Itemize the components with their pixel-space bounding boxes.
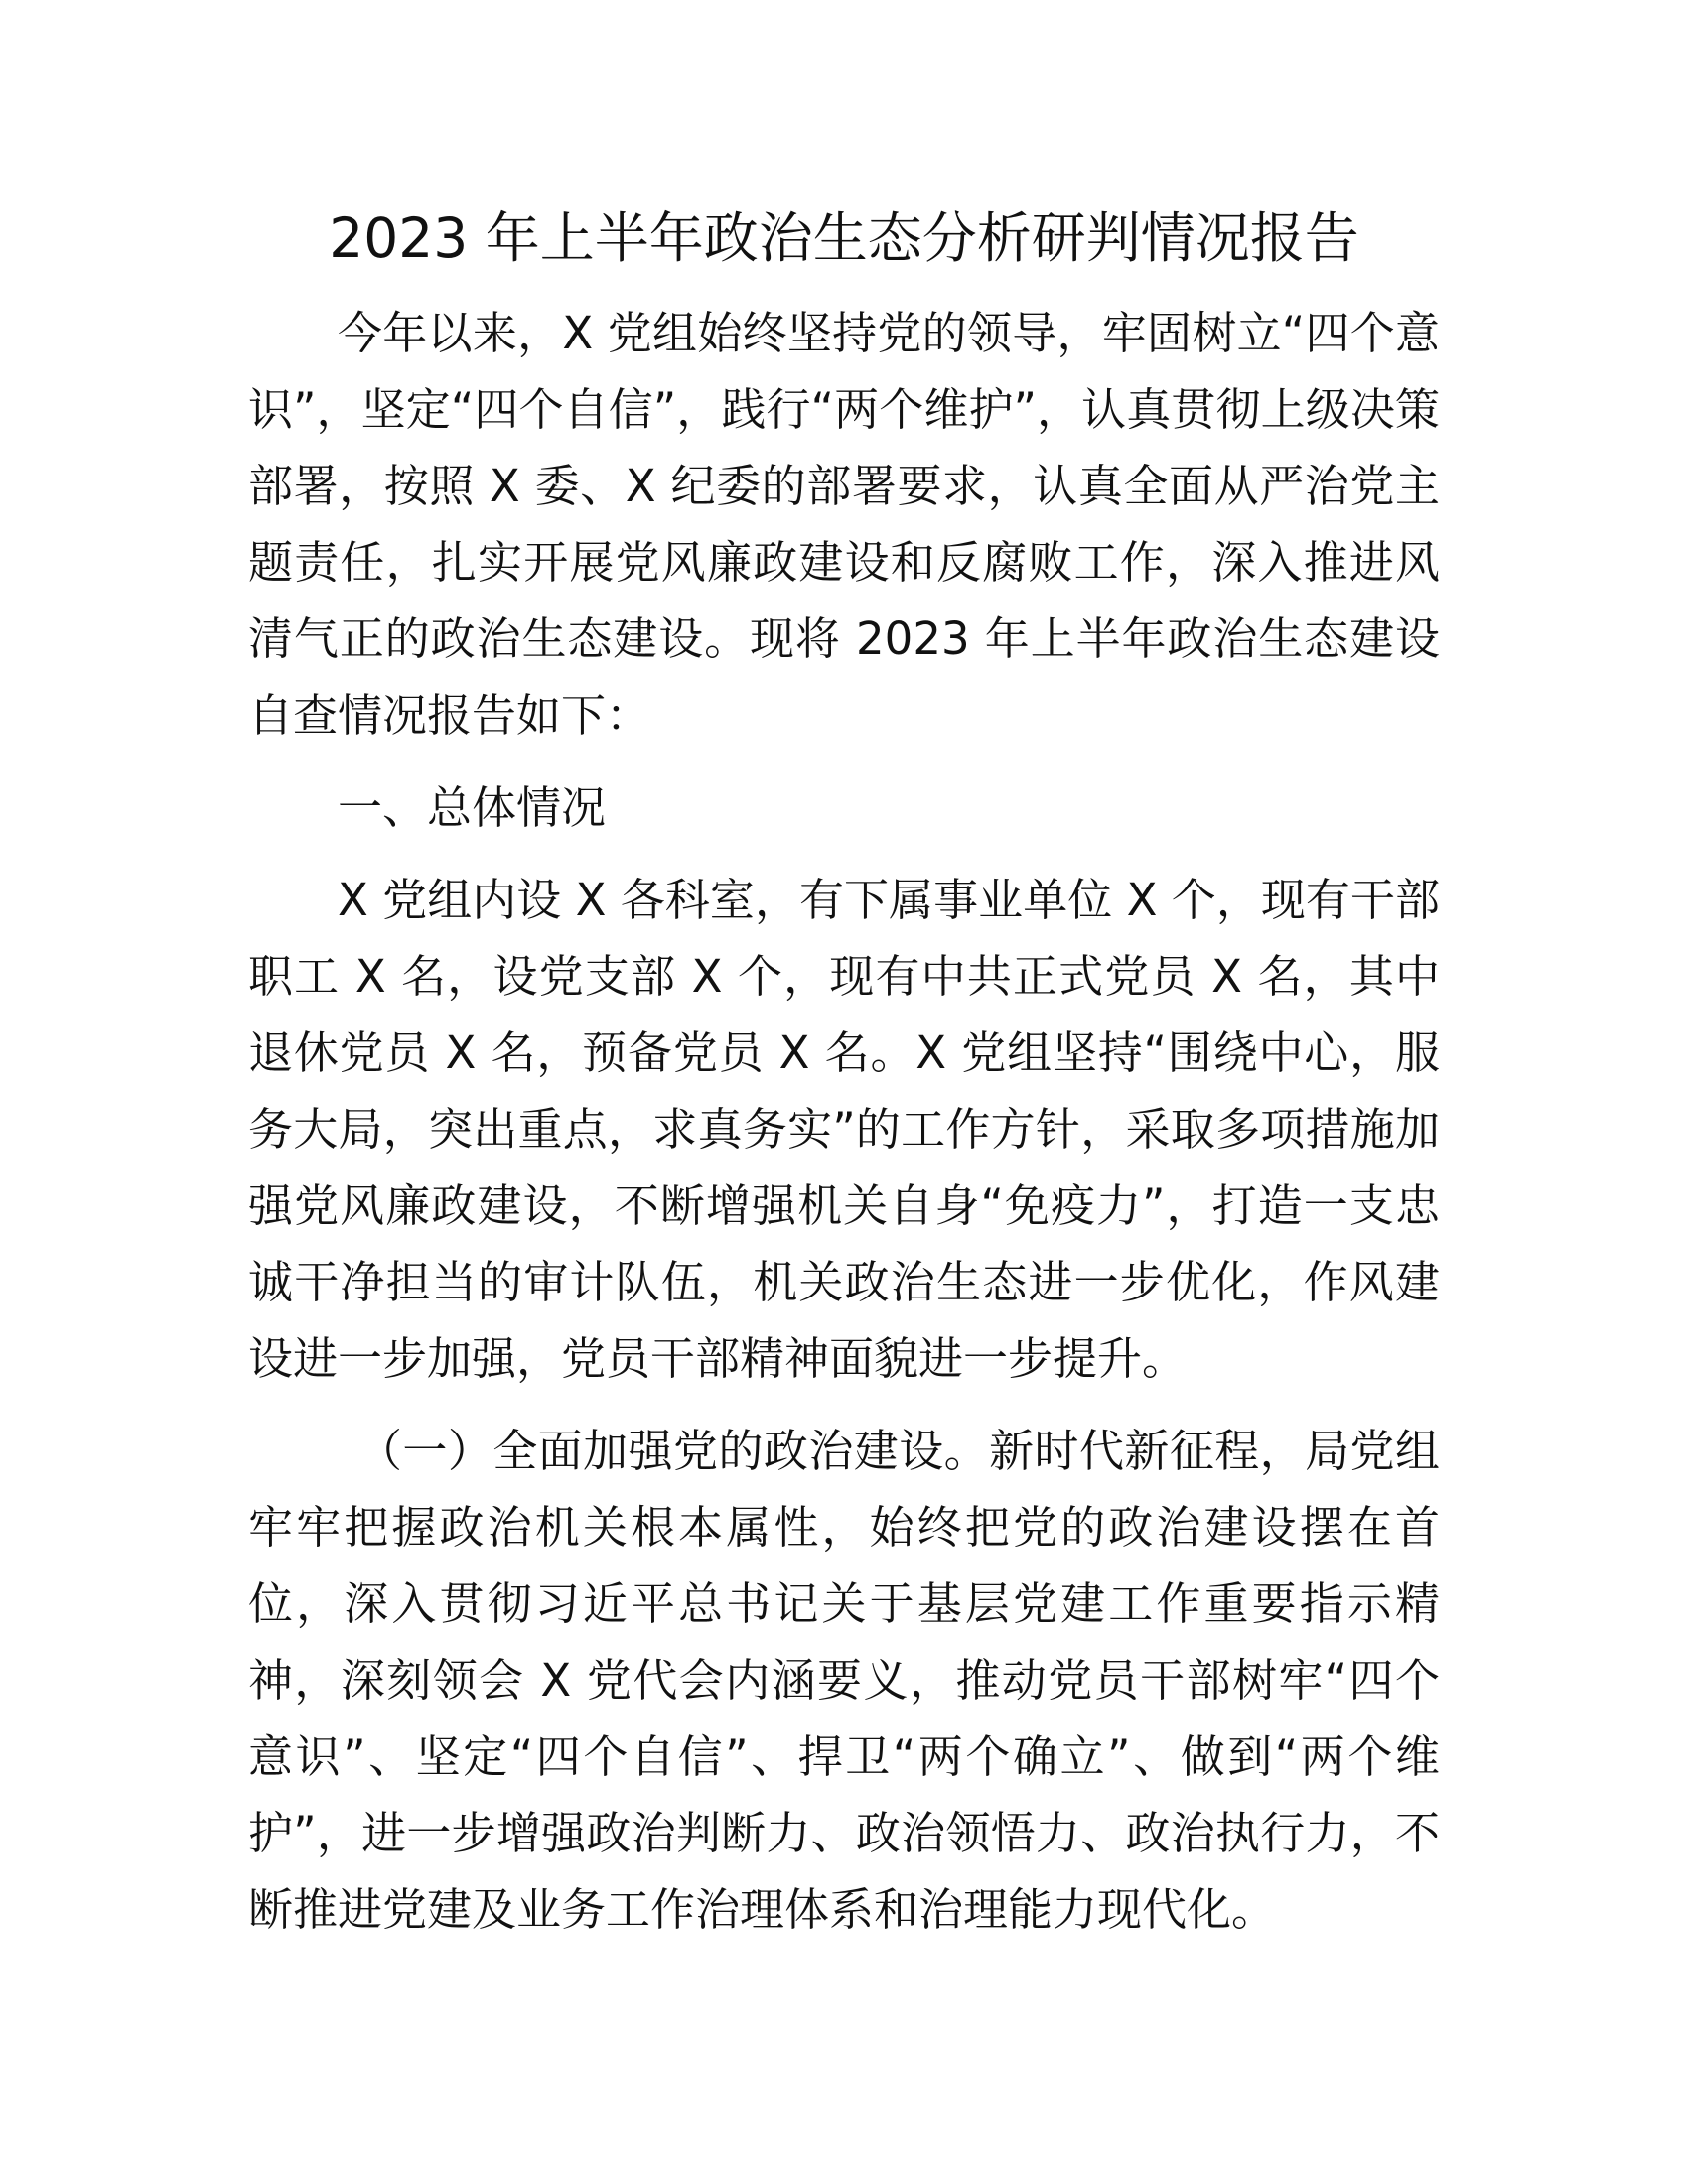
intro-paragraph: 今年以来，X 党组始终坚持党的领导，牢固树立“四个意识”，坚定“四个自信”，践行“两个维护”，认真贯彻上级决策部署，按照 X 委、X 纪委的部署要求，认真全面从严治党主题责任，扎实开展党风廉政建设和反腐败工作，深入推进风清气正的政治生态建设。现将 2023 年上半年政治生态建设自查情况报告如下： xyxy=(248,307,1440,742)
spacer xyxy=(248,1397,1440,1413)
subsection-paragraph: （一）全面加强党的政治建设。新时代新征程，局党组牢牢把握政治机关根本属性，始终把党的政治建设摆在首位，深入贯彻习近平总书记关于基层党建工作重要指示精神，深刻领会 X 党代会内涵要义，推动党员干部树牢“四个意识”、坚定“四个自信”、捍卫“两个确立”、做到“两个维护”，进一步增强政治判断力、政治领悟力、政治执行力，不断推进党建及业务工作治理体系和治理能力现代化。 xyxy=(248,1425,1440,1936)
spacer xyxy=(248,753,1440,769)
section-heading: 一、总体情况 xyxy=(338,781,607,834)
document-body xyxy=(248,197,1440,1948)
spacer xyxy=(248,281,1440,295)
document-title: 2023 年上半年政治生态分析研判情况报告 xyxy=(329,206,1359,270)
overview-paragraph: X 党组内设 X 各科室，有下属事业单位 X 个，现有干部职工 X 名，设党支部 X 个，现有中共正式党员 X 名，其中退休党员 X 名，预备党员 X 名。X 党组坚持“围绕中心，服务大局，突出重点，求真务实”的工作方针，采取多项措施加强党风廉政建设，不断增强机关自身“免疫力”，打造一支忠诚干净担当的审计队伍，机关政治生态进一步优化，作风建设进一步加强，党员干部精神面貌进一步提升。 xyxy=(248,874,1440,1385)
spacer xyxy=(248,846,1440,862)
